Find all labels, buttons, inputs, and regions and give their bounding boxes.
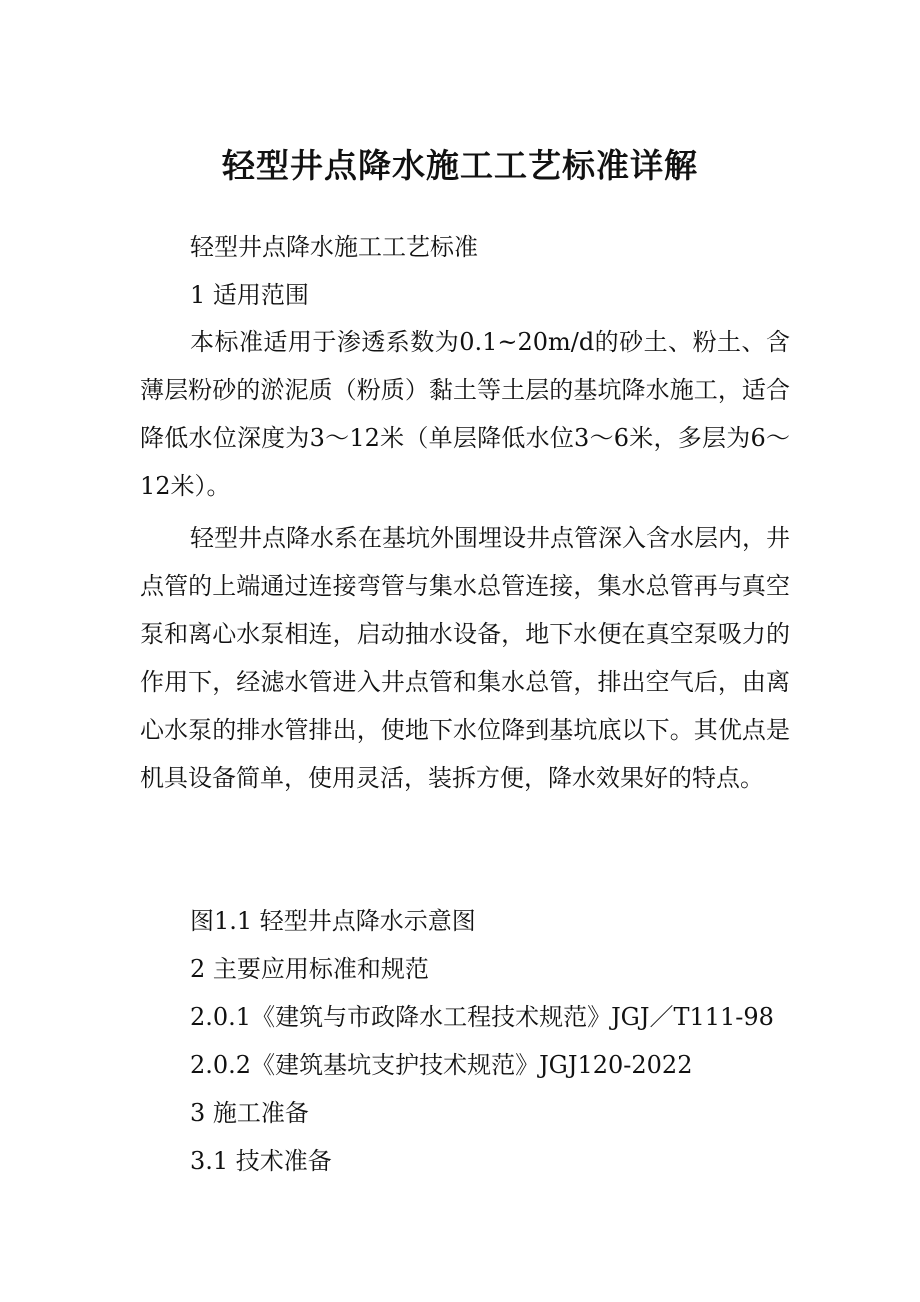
section-3-1-heading: 3.1 技术准备 — [190, 1147, 332, 1175]
section-3-heading: 3 施工准备 — [190, 1099, 309, 1127]
section-1-paragraph-scope: 本标准适用于渗透系数为0.1~20m/d的砂土、粉土、含薄层粉砂的淤泥质（粉质）黏土等土层的基坑降水施工，适合降低水位深度为3～12米（单层降低水位3～6米，多层为6～12米）。 — [140, 328, 790, 500]
section-1-heading: 1 适用范围 — [190, 281, 309, 309]
standard-item-1: 2.0.1《建筑与市政降水工程技术规范》JGJ／T111-98 — [190, 1003, 774, 1031]
standard-item-2: 2.0.2《建筑基坑支护技术规范》JGJ120-2022 — [190, 1051, 693, 1079]
document-subtitle: 轻型井点降水施工工艺标准 — [190, 233, 478, 261]
figure-caption: 图1.1 轻型井点降水示意图 — [190, 907, 476, 935]
document-title: 轻型井点降水施工工艺标准详解 — [222, 146, 698, 185]
section-2-heading: 2 主要应用标准和规范 — [190, 955, 429, 983]
section-1-paragraph-method: 轻型井点降水系在基坑外围埋设井点管深入含水层内，井点管的上端通过连接弯管与集水总管连接，集水总管再与真空泵和离心水泵相连，启动抽水设备，地下水便在真空泵吸力的作用下，经滤水管进入井点管和集水总管，排出空气后，由离心水泵的排水管排出，使地下水位降到基坑底以下。其优点是机具设备简单，使用灵活，装拆方便，降水效果好的特点。 — [140, 524, 790, 792]
